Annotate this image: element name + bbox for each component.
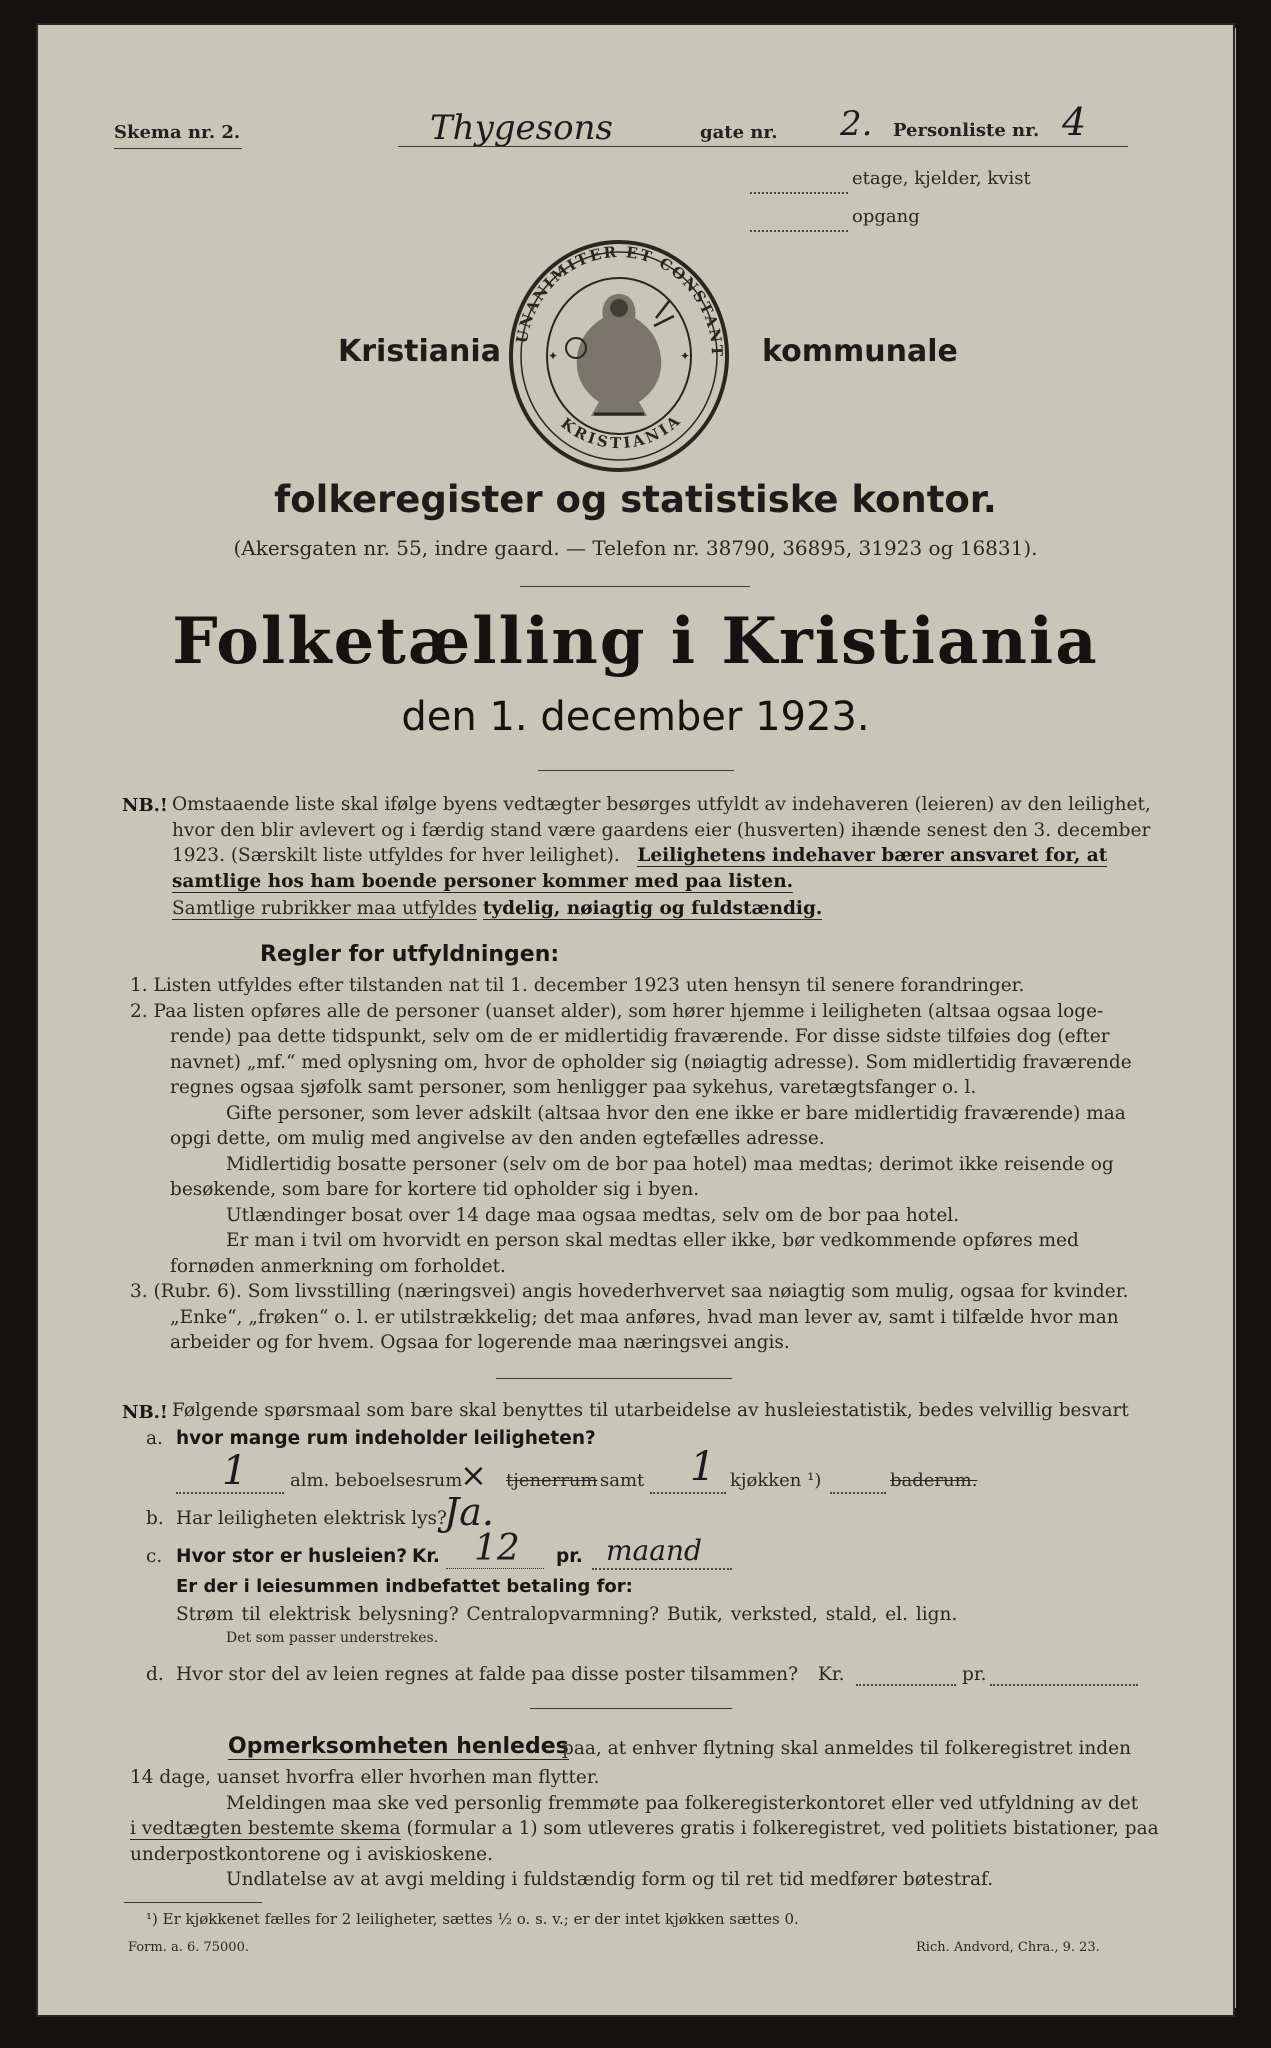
notice-line: paa, at enhver flytning skal anmeldes til folkeregistret inden bbox=[562, 1738, 1131, 1759]
document-title: Folketælling i Kristiania bbox=[172, 604, 1099, 679]
notice-paragraph bbox=[130, 1765, 1159, 1893]
printer-imprint: Rich. Andvord, Chra., 9. 23. bbox=[916, 1940, 1100, 1955]
header-underline bbox=[398, 146, 1128, 147]
etage-label: etage, kjelder, kvist bbox=[852, 168, 1031, 189]
q-a-label: a. bbox=[146, 1428, 163, 1449]
servant-rooms-label: tjenerrum bbox=[506, 1470, 598, 1491]
rule-line: Midlertidig bosatte personer (selv om de bor paa hotel) maa medtas; derimot ikke reisende og bbox=[226, 1153, 1114, 1175]
notice-line: 14 dage, uanset hvorfra eller hvorhen man flytter. bbox=[130, 1767, 600, 1788]
skema-underline bbox=[114, 148, 242, 149]
kitchen-value-handwritten: 1 bbox=[690, 1444, 716, 1490]
rule-line: navnet) „mf.“ med oplysning om, hvor de opholder sig (nøiagtig adresse). Som midlertidig fraværende bbox=[170, 1051, 1132, 1073]
responsibility-text-cont: samtlige hos ham boende personer kommer med paa listen. bbox=[172, 870, 794, 892]
kristiania-seal bbox=[504, 236, 734, 476]
office-name: folkeregister og statistiske kontor. bbox=[274, 478, 997, 521]
divider-2 bbox=[538, 770, 734, 771]
rent-amount-handwritten: 12 bbox=[474, 1528, 520, 1569]
svg-text:✦: ✦ bbox=[680, 349, 691, 363]
rule-line: „Enke“, „frøken“ o. l. er utilstrækkelig; det maa anføres, hvad man lever av, samt i tilfælde hvor man bbox=[170, 1306, 1119, 1328]
rule-line: besøkende, som bare for kortere tid opholder sig i byen. bbox=[170, 1179, 700, 1200]
opgang-dots bbox=[750, 230, 848, 232]
statute-form-text: i vedtægten bestemte skema bbox=[130, 1818, 401, 1839]
nb1-label: NB.! bbox=[122, 795, 168, 816]
q-a-text: hvor mange rum indeholder leiligheten? bbox=[176, 1428, 596, 1449]
kitchen-dots bbox=[650, 1492, 726, 1494]
nb1-line: Omstaaende liste skal ifølge byens vedtægter besørges utfyldt av indehaveren (leieren) av den leilighet, bbox=[172, 794, 1151, 815]
notice-line: Undlatelse av at avgi melding i fuldstændig form og til ret tid medfører bøtestraf. bbox=[226, 1869, 994, 1890]
rooms-label: alm. beboelsesrum bbox=[290, 1470, 463, 1491]
rule-line: rende) paa dette tidspunkt, selv om de er midlertidig fraværende. For disse sidste tilføies dog (efter bbox=[170, 1026, 1110, 1047]
divider-4 bbox=[530, 1708, 732, 1709]
electric-light-answer: Ja. bbox=[444, 1490, 494, 1534]
rent-includes-heading: Er der i leiesummen indbefattet betaling for: bbox=[176, 1576, 633, 1597]
rent-includes-options: Strøm til elektrisk belysning? Centralopvarmning? Butik, verksted, stald, el. lign. bbox=[176, 1604, 958, 1625]
underline-instruction: Det som passer understrekes. bbox=[226, 1630, 439, 1646]
rule-line: regnes ogsaa sjøfolk samt personer, som henligger paa sykehus, varetægtsfanger o. l. bbox=[170, 1077, 977, 1098]
rule-line: Er man i tvil om hvorvidt en person skal medtas eller ikke, bør vedkommende opføres med bbox=[226, 1230, 1079, 1251]
q-d-text: Hvor stor del av leien regnes at falde paa disse poster tilsammen? bbox=[176, 1664, 798, 1685]
seal-emblem-icon bbox=[504, 236, 734, 476]
svg-text:UNANIMITER ET CONSTANTER: UNANIMITER ET CONSTANT bbox=[512, 242, 727, 359]
rooms-value-handwritten: 1 bbox=[222, 1448, 248, 1494]
personliste-number-handwritten: 4 bbox=[1062, 100, 1087, 144]
samt-label: samt bbox=[600, 1470, 645, 1491]
street-name-handwritten: Thygesons bbox=[430, 108, 613, 148]
rule-line: fornøden anmerkning om forholdet. bbox=[170, 1255, 506, 1277]
d-pr-label: pr. bbox=[962, 1664, 987, 1685]
rent-period-handwritten: maand bbox=[606, 1534, 702, 1567]
opgang-label: opgang bbox=[852, 206, 920, 227]
footnote-rule bbox=[124, 1902, 262, 1903]
gate-label: gate nr. bbox=[700, 122, 778, 143]
etage-dots bbox=[750, 192, 848, 194]
rule-line: 2. Paa listen opføres alle de personer (uanset alder), som hører hjemme i leiligheten (altsaa ogsaa loge- bbox=[130, 1000, 1104, 1022]
rule-line: 3. (Rubr. 6). Som livsstilling (næringsvei) angis hovederhvervet saa nøiagtig som mulig, ogsaa for kvinder. bbox=[130, 1281, 1129, 1302]
notice-line: Meldingen maa ske ved personlig fremmøte paa folkeregisterkontoret eller ved utfyldning av det bbox=[226, 1792, 1139, 1814]
notice-line: underpostkontorene og i aviskioskene. bbox=[130, 1843, 493, 1865]
notice-heading: Opmerksomheten henledes bbox=[228, 1734, 569, 1759]
nb1-line: hvor den blir avlevert og i færdig stand være gaardens eier (husverten) ihænde senest den 3. december bbox=[172, 819, 1151, 841]
q-b-text: Har leiligheten elektrisk lys? bbox=[176, 1508, 447, 1529]
nb1-paragraph: Omstaaende liste skal ifølge byens vedtægter besørges utfyldt av indehaveren (leieren) av den leilighet, hvor den blir avlevert og i færdig stand være gaardens eier (husverten) ihænde senest den 3. december 1923. (Særskilt liste utfyldes for hver leilighet). Leilighetens indehaver bærer ansvaret for, at samtlige hos ham boende personer kommer med paa listen. Samtlige rubrikker maa utfyldes tydelig, nøiagtig og fuldstændig. bbox=[172, 794, 1151, 919]
rent-kr-label: Kr. bbox=[412, 1546, 440, 1567]
gate-number-handwritten: 2. bbox=[840, 104, 873, 144]
rule-line: arbeider og for hvem. Ogsaa for logerende maa næringsvei angis. bbox=[170, 1332, 790, 1353]
d-kr-label: Kr. bbox=[818, 1664, 845, 1685]
form-number: Form. a. 6. 75000. bbox=[128, 1940, 249, 1955]
nb2-label: NB.! bbox=[122, 1402, 168, 1423]
q-b-label: b. bbox=[146, 1508, 164, 1529]
rent-dots bbox=[446, 1568, 544, 1569]
servant-rooms-handwritten: × bbox=[460, 1456, 487, 1494]
notice-line: i vedtægten bestemte skema (formular a 1) som utleveres gratis i folkeregistret, ved politiets bistationer, paa bbox=[130, 1818, 1159, 1839]
org-left: Kristiania bbox=[338, 334, 501, 369]
census-date: den 1. december 1923. bbox=[401, 694, 870, 740]
responsibility-text: Leilighetens indehaver bærer ansvaret for, at bbox=[637, 845, 1108, 866]
footnote: ¹) Er kjøkkenet fælles for 2 leiligheter, sættes ½ o. s. v.; er der intet kjøkken sættes 0. bbox=[146, 1910, 799, 1928]
rule-line: 1. Listen utfyldes efter tilstanden nat til 1. december 1923 uten hensyn til senere forandringer. bbox=[130, 975, 1025, 996]
office-address: (Akersgaten nr. 55, indre gaard. — Telefon nr. 38790, 36895, 31923 og 16831). bbox=[233, 536, 1038, 560]
personliste-label: Personliste nr. bbox=[893, 120, 1040, 141]
d-pr-dots bbox=[990, 1684, 1138, 1686]
period-dots bbox=[592, 1568, 732, 1570]
divider-3 bbox=[496, 1378, 732, 1379]
nb1-line: 1923. (Særskilt liste utfyldes for hver leilighet). Leilighetens indehaver bærer ansvaret for, at bbox=[172, 845, 1108, 866]
accuracy-text: tydelig, nøiagtig og fuldstændig. bbox=[482, 898, 823, 919]
svg-text:KRISTIANIA: KRISTIANIA bbox=[557, 410, 686, 453]
nb2-intro: Følgende spørsmaal som bare skal benyttes til utarbeidelse av husleiestatistik, bedes velvillig besvart bbox=[172, 1400, 1129, 1421]
q-d-label: d. bbox=[146, 1664, 164, 1685]
rule-line: Gifte personer, som lever adskilt (altsaa hvor den ene ikke er bare midlertidig fraværende) maa bbox=[226, 1102, 1126, 1124]
org-right: kommunale bbox=[762, 334, 958, 369]
svg-text:✦: ✦ bbox=[548, 349, 559, 363]
kitchen-label: kjøkken ¹) bbox=[730, 1470, 822, 1491]
rule-line: opgi dette, om mulig med angivelse av den anden egtefælles adresse. bbox=[170, 1128, 825, 1149]
q-c-label: c. bbox=[146, 1546, 163, 1567]
rent-per-label: pr. bbox=[556, 1546, 583, 1567]
q-c-text: Hvor stor er husleien? bbox=[176, 1546, 408, 1567]
d-kr-dots bbox=[856, 1684, 956, 1686]
skema-number: Skema nr. 2. bbox=[114, 122, 241, 143]
rules-list bbox=[130, 973, 1140, 1356]
bath-label: baderum. bbox=[890, 1470, 978, 1491]
bath-dots bbox=[830, 1492, 886, 1494]
divider-1 bbox=[520, 586, 750, 587]
rule-line: Utlændinger bosat over 14 dage maa ogsaa medtas, selv om de bor paa hotel. bbox=[226, 1204, 960, 1226]
rules-heading: Regler for utfyldningen: bbox=[260, 942, 560, 967]
